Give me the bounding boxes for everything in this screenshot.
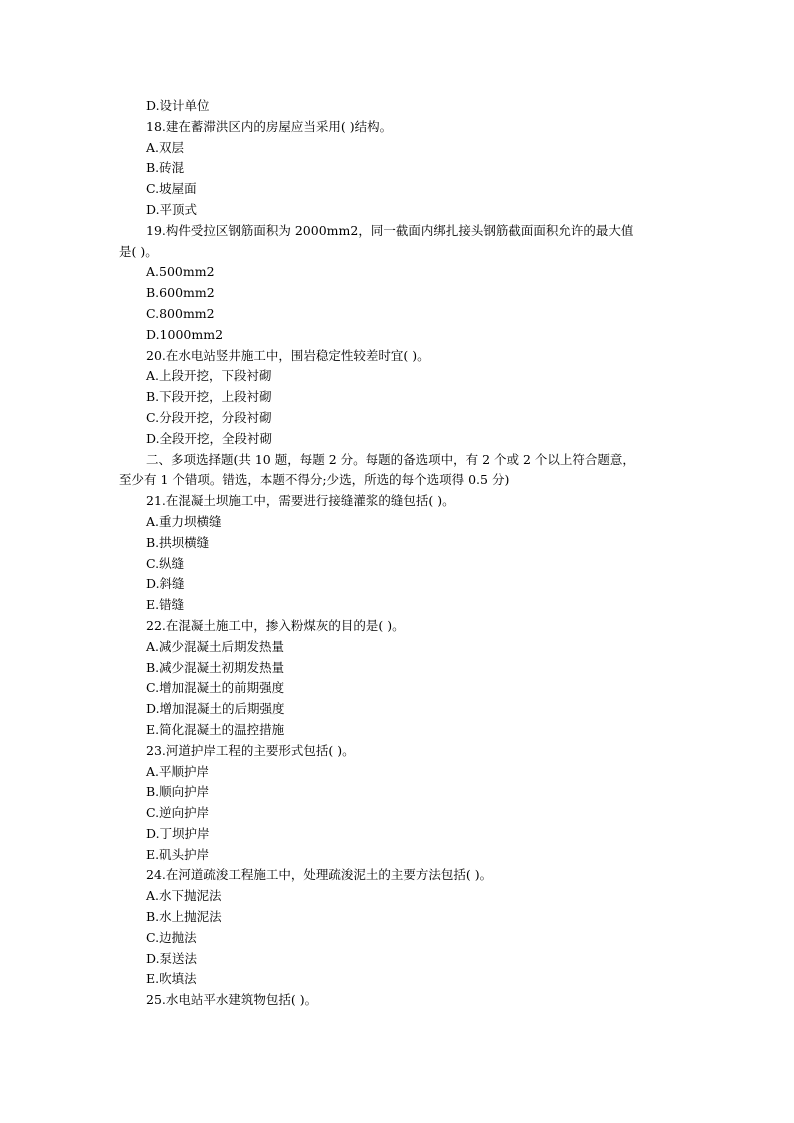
option-line: A.500mm2 bbox=[146, 264, 215, 280]
option-line: A.平顺护岸 bbox=[146, 763, 210, 779]
question-line: 20.在水电站竖井施工中，围岩稳定性较差时宜( )。 bbox=[146, 347, 430, 363]
option-line: B.水上抛泥法 bbox=[146, 909, 222, 925]
option-line: C.纵缝 bbox=[146, 555, 185, 571]
question-line: 21.在混凝土坝施工中，需要进行接缝灌浆的缝包括( )。 bbox=[146, 493, 455, 509]
option-line: B.减少混凝土初期发热量 bbox=[146, 659, 285, 675]
option-line: B.砖混 bbox=[146, 160, 185, 176]
option-line: E.简化混凝土的温控措施 bbox=[146, 721, 285, 737]
section-heading: 二、多项选择题(共 10 题，每题 2 分。每题的备选项中，有 2 个或 2 个以上符合题意， bbox=[146, 451, 635, 467]
section-heading-continuation: 至少有 1 个错项。错选，本题不得分;少选，所选的每个选项得 0.5 分) bbox=[119, 472, 510, 488]
option-line: B.拱坝横缝 bbox=[146, 534, 210, 550]
question-continuation: 是( )。 bbox=[119, 243, 158, 259]
question-line: 22.在混凝土施工中，掺入粉煤灰的目的是( )。 bbox=[146, 617, 405, 633]
question-line: 19.构件受拉区钢筋面积为 2000mm2，同一截面内绑扎接头钢筋截面面积允许的最大值 bbox=[146, 222, 634, 238]
option-line: A.重力坝横缝 bbox=[146, 513, 222, 529]
option-line: D.斜缝 bbox=[146, 576, 185, 592]
option-line: D.泵送法 bbox=[146, 950, 198, 966]
option-line: C.增加混凝土的前期强度 bbox=[146, 680, 285, 696]
option-line: E.错缝 bbox=[146, 597, 185, 613]
option-line: D.增加混凝土的后期强度 bbox=[146, 701, 285, 717]
option-line: B.下段开挖，上段衬砌 bbox=[146, 389, 272, 405]
question-line: 18.建在蓄滞洪区内的房屋应当采用( )结构。 bbox=[146, 118, 393, 134]
option-line: C.分段开挖，分段衬砌 bbox=[146, 409, 272, 425]
option-line: A.水下抛泥法 bbox=[146, 888, 222, 904]
option-line: D.全段开挖，全段衬砌 bbox=[146, 430, 273, 446]
option-line: E.吹填法 bbox=[146, 971, 197, 987]
option-line: B.顺向护岸 bbox=[146, 784, 210, 800]
question-line: 23.河道护岸工程的主要形式包括( )。 bbox=[146, 742, 355, 758]
option-line: D.1000mm2 bbox=[146, 326, 224, 342]
option-line: C.逆向护岸 bbox=[146, 805, 210, 821]
option-line: D.设计单位 bbox=[146, 98, 210, 113]
option-line: A.双层 bbox=[146, 139, 185, 155]
option-line: C.坡屋面 bbox=[146, 181, 197, 197]
question-line: 25.水电站平水建筑物包括( )。 bbox=[146, 992, 318, 1008]
option-line: A.上段开挖，下段衬砌 bbox=[146, 368, 272, 384]
option-line: D.平顶式 bbox=[146, 201, 198, 217]
question-line: 24.在河道疏浚工程施工中，处理疏浚泥土的主要方法包括( )。 bbox=[146, 867, 493, 883]
option-line: D.丁坝护岸 bbox=[146, 825, 210, 841]
option-line: A.减少混凝土后期发热量 bbox=[146, 638, 285, 654]
option-line: B.600mm2 bbox=[146, 285, 215, 301]
option-line: C.边抛法 bbox=[146, 929, 197, 945]
option-line: C.800mm2 bbox=[146, 305, 215, 321]
option-line: E.矶头护岸 bbox=[146, 846, 210, 862]
